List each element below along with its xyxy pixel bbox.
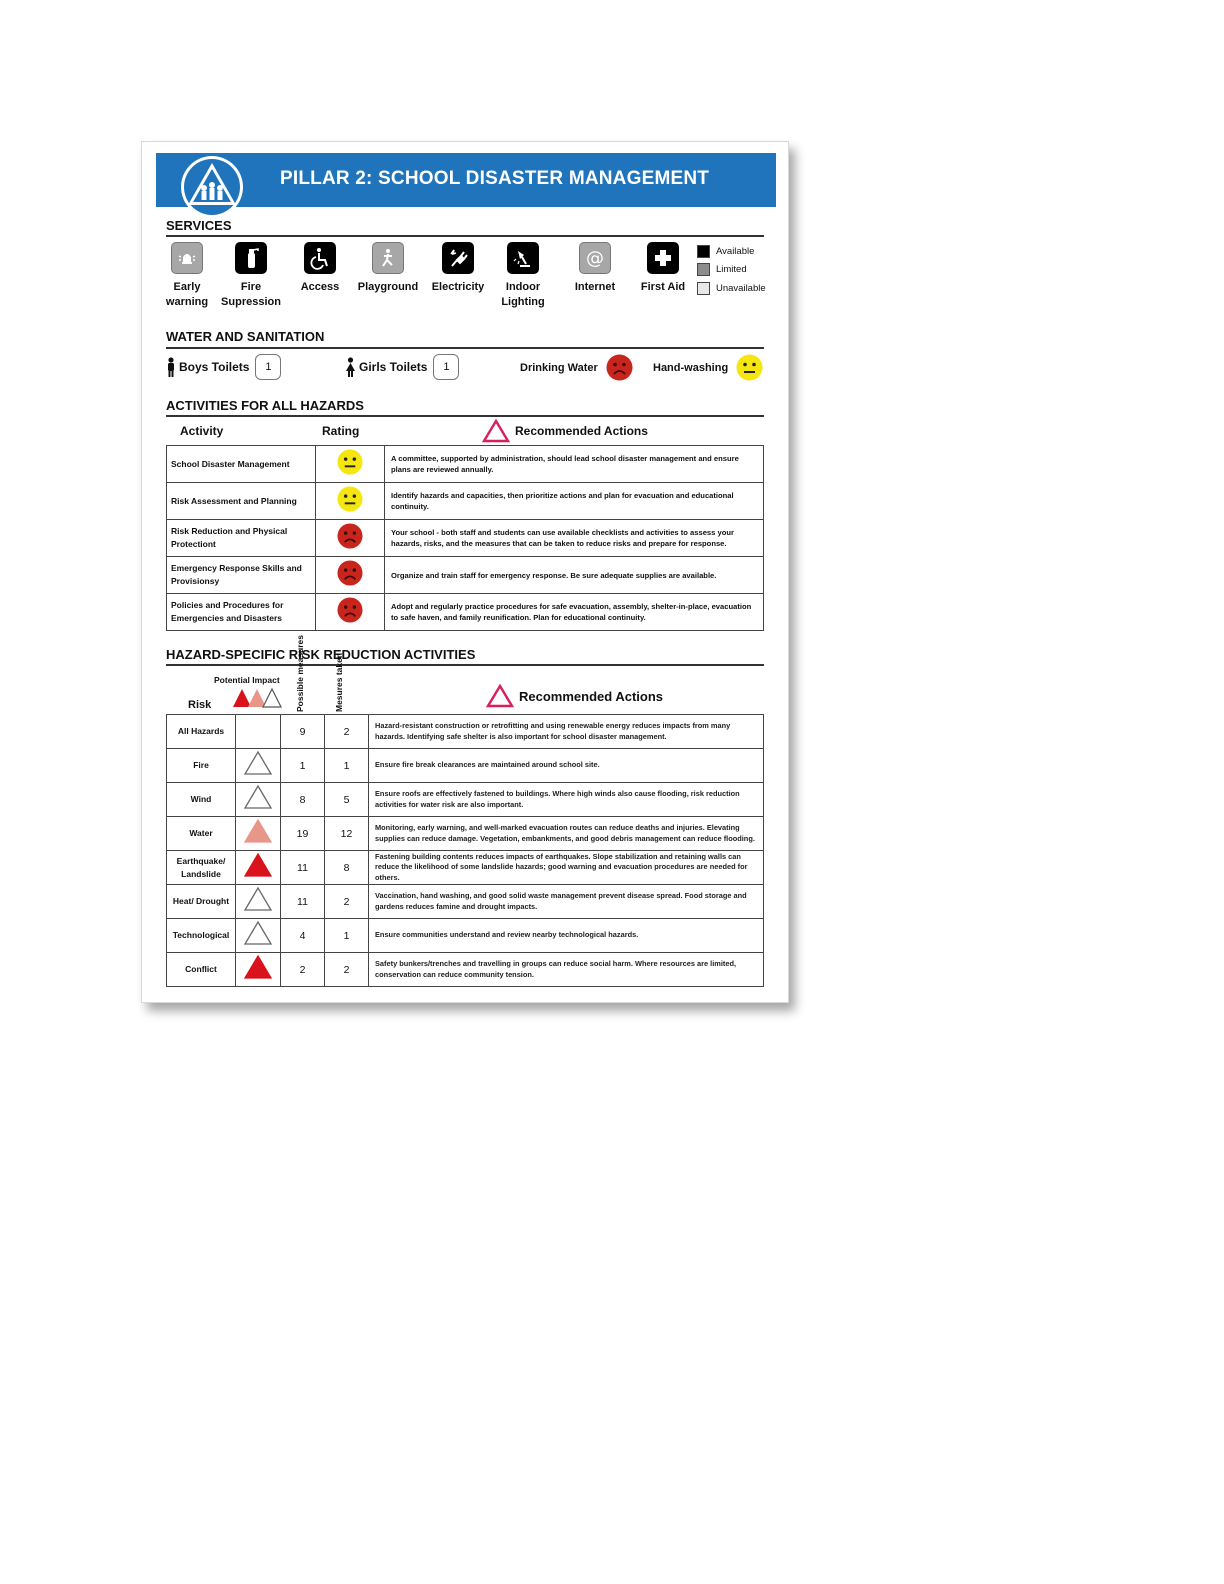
measures-taken: 2 <box>325 953 369 987</box>
possible-measures: 19 <box>281 817 325 851</box>
activity-action: Adopt and regularly practice procedures for safe evacuation, assembly, shelter-in-place, evacuation to safe haven, and family reunification. Plan for educational continuity. <box>385 594 764 631</box>
hazard-risk: All Hazards <box>167 715 236 749</box>
hazard-row <box>167 783 764 817</box>
activity-name: Risk Assessment and Planning <box>167 483 316 520</box>
hazard-row <box>167 817 764 851</box>
service-label: Early warning <box>165 281 209 308</box>
activity-name: Emergency Response Skills and Provisionsy <box>167 557 316 594</box>
service-label: Fire Supression <box>221 281 281 308</box>
sad-face-icon <box>606 354 633 381</box>
activity-rating <box>316 520 385 557</box>
service-first-aid <box>628 242 698 295</box>
low-impact-triangle-icon <box>243 750 273 776</box>
hazard-impact <box>236 715 281 749</box>
possible-measures: 9 <box>281 715 325 749</box>
girls-toilets-count: 1 <box>433 354 459 380</box>
activity-name: School Disaster Management <box>167 446 316 483</box>
activity-name: Policies and Procedures for Emergencies and Disasters <box>167 594 316 631</box>
high-impact-triangle-icon <box>243 852 273 878</box>
possible-measures: 4 <box>281 919 325 953</box>
activity-row <box>167 594 764 631</box>
measures-taken: 2 <box>325 715 369 749</box>
hazard-action: Ensure roofs are effectively fastened to buildings. Where high winds also cause flooding, risk reduction activities for water risk are also important. <box>369 783 764 817</box>
hazard-row <box>167 851 764 885</box>
activity-row <box>167 483 764 520</box>
neutral-face-icon <box>736 354 763 381</box>
hazard-risk: Heat/ Drought <box>167 885 236 919</box>
neutral-face-icon <box>337 449 363 475</box>
hazard-action: Hazard-resistant construction or retrofitting and using renewable energy reduces impacts from many hazards. Identifying safe shelter is also important for school disaster management. <box>369 715 764 749</box>
measures-taken: 2 <box>325 885 369 919</box>
services-heading: SERVICES <box>166 218 232 233</box>
hazards-table <box>166 714 764 987</box>
activity-action: A committee, supported by administration, should lead school disaster management and ensure plans are reviewed annually. <box>385 446 764 483</box>
service-label: Access <box>300 281 340 293</box>
hazard-impact <box>236 953 281 987</box>
hazard-actions-col-header: Recommended Actions <box>486 684 663 708</box>
service-label: Internet <box>574 281 616 293</box>
service-fire-supression <box>216 242 286 310</box>
hazard-risk: Fire <box>167 749 236 783</box>
title-banner <box>156 153 776 207</box>
warning-triangle-icon <box>482 419 510 443</box>
hazard-row <box>167 885 764 919</box>
service-electricity <box>423 242 493 295</box>
siren-icon <box>171 242 203 274</box>
low-impact-triangle-icon <box>243 920 273 946</box>
legend-available: Available <box>697 242 766 261</box>
hazard-risk: Wind <box>167 783 236 817</box>
service-early-warning <box>152 242 222 310</box>
risk-col-header: Risk <box>188 699 212 711</box>
medium-impact-triangle-icon <box>243 818 273 844</box>
fire-extinguisher-icon <box>235 242 267 274</box>
legend-unavailable: Unavailable <box>697 279 766 298</box>
activity-rating <box>316 483 385 520</box>
hazard-row <box>167 919 764 953</box>
measures-taken: 1 <box>325 749 369 783</box>
impact-col-header: Potential Impact <box>214 675 280 685</box>
hazard-row <box>167 715 764 749</box>
playground-icon <box>372 242 404 274</box>
sad-face-icon <box>337 523 363 549</box>
hazard-action: Vaccination, hand washing, and good solid waste management prevent disease spread. Food storage and gardens reduces famine and drought impacts. <box>369 885 764 919</box>
hazard-row <box>167 953 764 987</box>
hazard-risk: Earthquake/ Landslide <box>167 851 236 885</box>
possible-measures: 11 <box>281 851 325 885</box>
impact-scale-icon <box>232 687 288 709</box>
lamp-icon <box>507 242 539 274</box>
page-title: PILLAR 2: SCHOOL DISASTER MANAGEMENT <box>280 168 710 189</box>
activities-table <box>166 445 764 631</box>
possible-col-header: Possible measures <box>295 634 305 712</box>
hazard-action: Monitoring, early warning, and well-marked evacuation routes can reduce deaths and injuries. Elevating supplies can reduce damage. Vegetation, embankments, and good debris management can reduce flooding. <box>369 817 764 851</box>
water-heading: WATER AND SANITATION <box>166 329 325 344</box>
first-aid-icon <box>647 242 679 274</box>
rating-col-header: Rating <box>322 424 360 438</box>
divider <box>166 235 764 237</box>
service-access <box>285 242 355 295</box>
hazard-impact <box>236 885 281 919</box>
service-label: Indoor Lighting <box>501 281 545 308</box>
neutral-face-icon <box>337 486 363 512</box>
hazard-impact <box>236 749 281 783</box>
sad-face-icon <box>337 597 363 623</box>
drinking-water: Drinking Water <box>520 354 633 381</box>
services-legend <box>697 242 766 298</box>
high-impact-triangle-icon <box>243 954 273 980</box>
activities-heading: ACTIVITIES FOR ALL HAZARDS <box>166 398 364 413</box>
divider <box>166 664 764 666</box>
measures-taken: 5 <box>325 783 369 817</box>
divider <box>166 347 764 349</box>
hazard-risk: Conflict <box>167 953 236 987</box>
hazard-risk: Technological <box>167 919 236 953</box>
hazard-risk: Water <box>167 817 236 851</box>
hazards-heading: HAZARD-SPECIFIC RISK REDUCTION ACTIVITIES <box>166 647 476 662</box>
warning-triangle-icon <box>486 684 514 708</box>
female-icon <box>345 357 356 377</box>
hazard-action: Fastening building contents reduces impacts of earthquakes. Slope stabilization and retaining walls can reduce the likelihood of some landslide hazards; good warning and evacuation procedures are needed for others. <box>369 851 764 885</box>
hazard-impact <box>236 919 281 953</box>
activity-row <box>167 446 764 483</box>
plug-icon <box>442 242 474 274</box>
activity-action: Identify hazards and capacities, then prioritize actions and plan for evacuation and educational continuity. <box>385 483 764 520</box>
activity-rating <box>316 557 385 594</box>
service-internet <box>560 242 630 295</box>
divider <box>166 415 764 417</box>
activity-action: Your school - both staff and students can use available checklists and activities to assess your hazards, risks, and the measures that can be taken to reduce risks and prepare for response. <box>385 520 764 557</box>
svg-text:@: @ <box>586 248 604 269</box>
hazard-impact <box>236 851 281 885</box>
service-label: Electricity <box>431 281 485 293</box>
sad-face-icon <box>337 560 363 586</box>
hazard-action: Ensure communities understand and review nearby technological hazards. <box>369 919 764 953</box>
possible-measures: 1 <box>281 749 325 783</box>
activity-rating <box>316 594 385 631</box>
taken-col-header: Mesures taken <box>334 652 344 712</box>
scorecard-sheet <box>141 141 789 1003</box>
measures-taken: 1 <box>325 919 369 953</box>
service-label: Playground <box>357 281 419 293</box>
male-icon <box>166 357 176 377</box>
possible-measures: 8 <box>281 783 325 817</box>
activity-name: Risk Reduction and Physical Protectiont <box>167 520 316 557</box>
legend-limited: Limited <box>697 261 766 280</box>
service-indoor-lighting <box>488 242 558 310</box>
activity-col-header: Activity <box>180 424 224 438</box>
hazard-action: Ensure fire break clearances are maintained around school site. <box>369 749 764 783</box>
activity-row <box>167 520 764 557</box>
hazard-impact <box>236 817 281 851</box>
low-impact-triangle-icon <box>243 784 273 810</box>
low-impact-triangle-icon <box>243 886 273 912</box>
girls-toilets: Girls Toilets 1 <box>345 354 459 380</box>
hazard-row <box>167 749 764 783</box>
actions-col-header: Recommended Actions <box>482 419 648 443</box>
possible-measures: 11 <box>281 885 325 919</box>
activity-action: Organize and train staff for emergency response. Be sure adequate supplies are available. <box>385 557 764 594</box>
measures-taken: 8 <box>325 851 369 885</box>
service-playground <box>353 242 423 295</box>
boys-toilets-count: 1 <box>255 354 281 380</box>
activity-row <box>167 557 764 594</box>
at-icon <box>579 242 611 274</box>
service-label: First Aid <box>640 281 686 293</box>
hand-washing: Hand-washing <box>653 354 763 381</box>
boys-toilets: Boys Toilets 1 <box>166 354 281 380</box>
civil-defence-logo-icon <box>180 155 244 219</box>
hazard-impact <box>236 783 281 817</box>
hazard-action: Safety bunkers/trenches and travelling in groups can reduce social harm. Where resources are limited, conservation can reduce community tension. <box>369 953 764 987</box>
wheelchair-icon <box>304 242 336 274</box>
activity-rating <box>316 446 385 483</box>
possible-measures: 2 <box>281 953 325 987</box>
measures-taken: 12 <box>325 817 369 851</box>
